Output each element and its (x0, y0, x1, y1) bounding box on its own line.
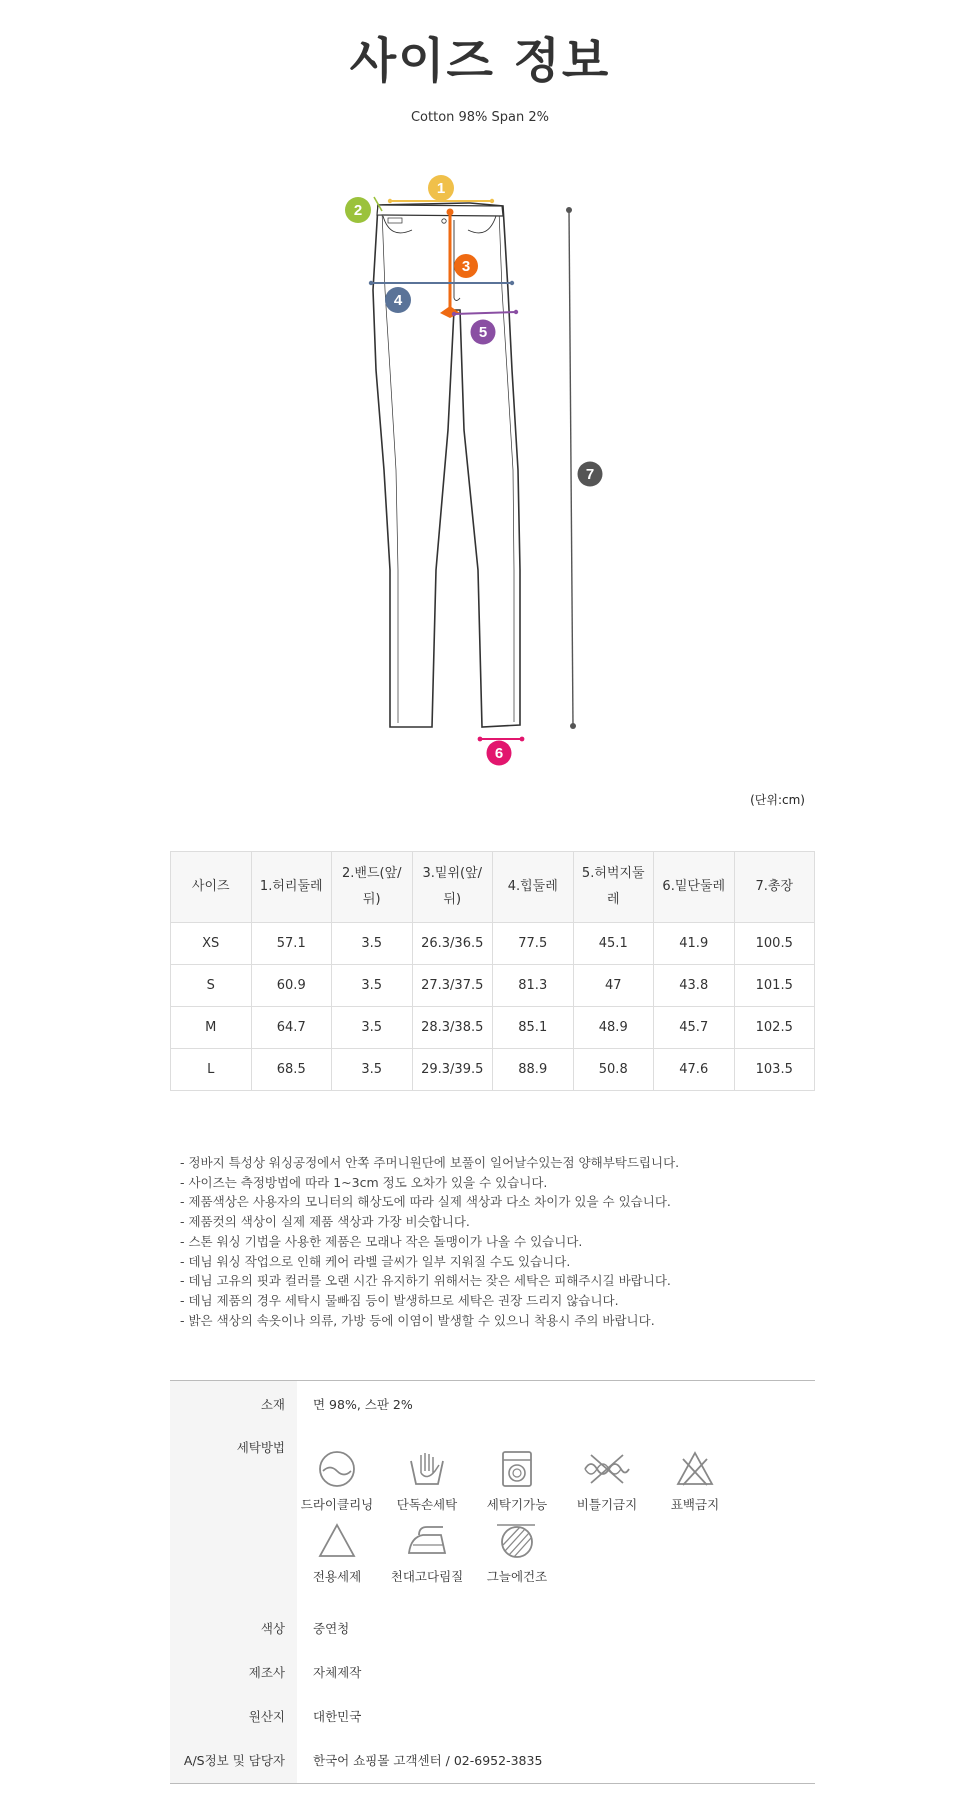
cell-size: S (171, 965, 252, 1007)
wash-item (475, 1521, 559, 1585)
cell-band: 3.5 (332, 923, 413, 965)
washing-icons (297, 1429, 815, 1607)
no-wring-label: 비틀기금지 (576, 1497, 638, 1512)
cell-hip: 85.1 (493, 1007, 574, 1049)
color-label: 색상 (170, 1607, 297, 1651)
iron-icon (405, 1521, 449, 1561)
cell-length: 100.5 (734, 923, 815, 965)
cell-rise: 29.3/39.5 (412, 1049, 493, 1091)
cell-length: 103.5 (734, 1049, 815, 1091)
cell-hip: 88.9 (493, 1049, 574, 1091)
header-hip: 4.힙둘레 (493, 852, 574, 923)
origin-label: 원산지 (170, 1695, 297, 1739)
note-line: - 사이즈는 측정방법에 따라 1~3cm 정도 오차가 있을 수 있습니다. (180, 1174, 548, 1190)
cell-hem: 47.6 (654, 1049, 735, 1091)
cell-thigh: 47 (573, 965, 654, 1007)
info-row-washing (170, 1429, 815, 1607)
header-length: 7.총장 (734, 852, 815, 923)
no-wring-icon (583, 1449, 631, 1489)
marker-5 (471, 320, 496, 345)
note-line: - 데님 제품의 경우 세탁시 물빠짐 등이 발생하므로 세탁은 권장 드리지 않습니다. (180, 1292, 619, 1308)
page-title: 사이즈 정보 (349, 33, 611, 89)
wash-item (295, 1449, 379, 1513)
cell-band: 3.5 (332, 1049, 413, 1091)
shade-dry-icon (495, 1521, 539, 1561)
dry-clean-label: 드라이클리닝 (300, 1497, 374, 1512)
pants-outline (373, 203, 520, 727)
wash-item (295, 1521, 379, 1585)
cell-hem: 43.8 (654, 965, 735, 1007)
cell-waist: 68.5 (251, 1049, 332, 1091)
note-line: - 제품컷의 색상이 실제 제품 색상과 가장 비슷합니다. (180, 1214, 470, 1230)
header-rise: 3.밑위(앞/뒤) (412, 852, 493, 923)
cell-rise: 27.3/37.5 (412, 965, 493, 1007)
origin-value: 대한민국 (313, 1709, 362, 1724)
as-contact-value: 한국어 쇼핑몰 고객센터 / 02-6952-3835 (313, 1753, 543, 1768)
cell-length: 101.5 (734, 965, 815, 1007)
washing-machine-label: 세탁기가능 (486, 1497, 548, 1512)
info-row-as-contact (170, 1739, 815, 1783)
marker-3 (454, 254, 478, 278)
manufacturer-value: 자체제작 (313, 1665, 362, 1680)
cell-size: L (171, 1049, 252, 1091)
pants-measurement-diagram (353, 170, 620, 770)
as-contact-label: A/S정보 및 담당자 (170, 1739, 297, 1783)
detergent-triangle-icon (317, 1521, 357, 1561)
cell-thigh: 50.8 (573, 1049, 654, 1091)
marker-6 (487, 741, 512, 766)
manufacturer-label: 제조사 (170, 1651, 297, 1695)
cell-hem: 45.7 (654, 1007, 735, 1049)
cell-thigh: 45.1 (573, 923, 654, 965)
info-row-origin (170, 1695, 815, 1739)
cell-waist: 60.9 (251, 965, 332, 1007)
dry-clean-icon (317, 1449, 357, 1489)
marker-5-label: 5 (478, 324, 488, 341)
wash-item (653, 1449, 737, 1513)
header-waist: 1.허리둘레 (251, 852, 332, 923)
material-label: 소재 (170, 1381, 297, 1429)
header-size: 사이즈 (171, 852, 252, 923)
info-row-color (170, 1607, 815, 1651)
detergent-label: 전용세제 (312, 1569, 362, 1584)
cell-waist: 64.7 (251, 1007, 332, 1049)
marker-7-label: 7 (585, 466, 595, 483)
cell-size: M (171, 1007, 252, 1049)
cell-hip: 81.3 (493, 965, 574, 1007)
cell-band: 3.5 (332, 965, 413, 1007)
table-row (171, 965, 815, 1007)
marker-4-label: 4 (393, 292, 403, 309)
info-row-manufacturer (170, 1651, 815, 1695)
material-subtitle: Cotton 98% Span 2% (410, 110, 550, 125)
cell-rise: 26.3/36.5 (412, 923, 493, 965)
marker-3-label: 3 (461, 258, 471, 275)
table-row (171, 923, 815, 965)
shade-dry-label: 그늘에건조 (486, 1569, 548, 1584)
cell-length: 102.5 (734, 1007, 815, 1049)
cell-rise: 28.3/38.5 (412, 1007, 493, 1049)
table-row (171, 1049, 815, 1091)
marker-1-label: 1 (436, 180, 446, 197)
hand-wash-icon (407, 1449, 447, 1489)
header-hem: 6.밑단둘레 (654, 852, 735, 923)
wash-item (385, 1449, 469, 1513)
info-row-material (170, 1381, 815, 1429)
marker-2 (345, 197, 371, 223)
note-line: - 밝은 색상의 속옷이나 의류, 가방 등에 이염이 발생할 수 있으니 착용시 주의 바랍니다. (180, 1312, 655, 1328)
wash-item (475, 1449, 559, 1513)
iron-label: 천대고다림질 (390, 1569, 464, 1584)
note-line: - 정바지 특성상 워싱공정에서 안쪽 주머니원단에 보풀이 일어날수있는점 양해부탁드립니다. (180, 1155, 680, 1170)
header-thigh: 5.허벅지둘레 (573, 852, 654, 923)
cell-hem: 41.9 (654, 923, 735, 965)
material-value: 면 98%, 스판 2% (313, 1397, 413, 1412)
marker-4 (385, 287, 411, 313)
washing-machine-icon (497, 1449, 537, 1489)
no-bleach-icon (675, 1449, 715, 1489)
marker-6-label: 6 (494, 745, 504, 762)
hand-wash-label: 단독손세탁 (396, 1497, 458, 1512)
marker-1 (428, 175, 454, 201)
care-notes (180, 1153, 880, 1330)
header-band: 2.밴드(앞/뒤) (332, 852, 413, 923)
cell-hip: 77.5 (493, 923, 574, 965)
table-row (171, 1007, 815, 1049)
note-line: - 데님 고유의 핏과 컬러를 오랜 시간 유지하기 위해서는 잦은 세탁은 피해주시길 바랍니다. (180, 1273, 671, 1289)
marker-7 (578, 462, 603, 487)
unit-label: (단위:cm) (750, 793, 805, 807)
wash-item (565, 1449, 649, 1513)
washing-label: 세탁방법 (170, 1429, 297, 1607)
size-table (170, 851, 815, 1091)
cell-size: XS (171, 923, 252, 965)
cell-band: 3.5 (332, 1007, 413, 1049)
note-line: - 제품색상은 사용자의 모니터의 해상도에 따라 실제 색상과 다소 차이가 있을 수 있습니다. (180, 1194, 671, 1210)
product-info-table (170, 1380, 815, 1784)
size-table-header-row (171, 852, 815, 923)
marker-2-label: 2 (353, 202, 363, 219)
no-bleach-label: 표백금지 (670, 1497, 720, 1512)
note-line: - 데님 워싱 작업으로 인해 케어 라벨 글씨가 일부 지워질 수도 있습니다. (180, 1253, 571, 1269)
cell-waist: 57.1 (251, 923, 332, 965)
color-value: 중연청 (313, 1621, 350, 1636)
note-line: - 스톤 워싱 기법을 사용한 제품은 모래나 작은 돌맹이가 나올 수 있습니다. (180, 1233, 583, 1249)
wash-item (385, 1521, 469, 1585)
cell-thigh: 48.9 (573, 1007, 654, 1049)
